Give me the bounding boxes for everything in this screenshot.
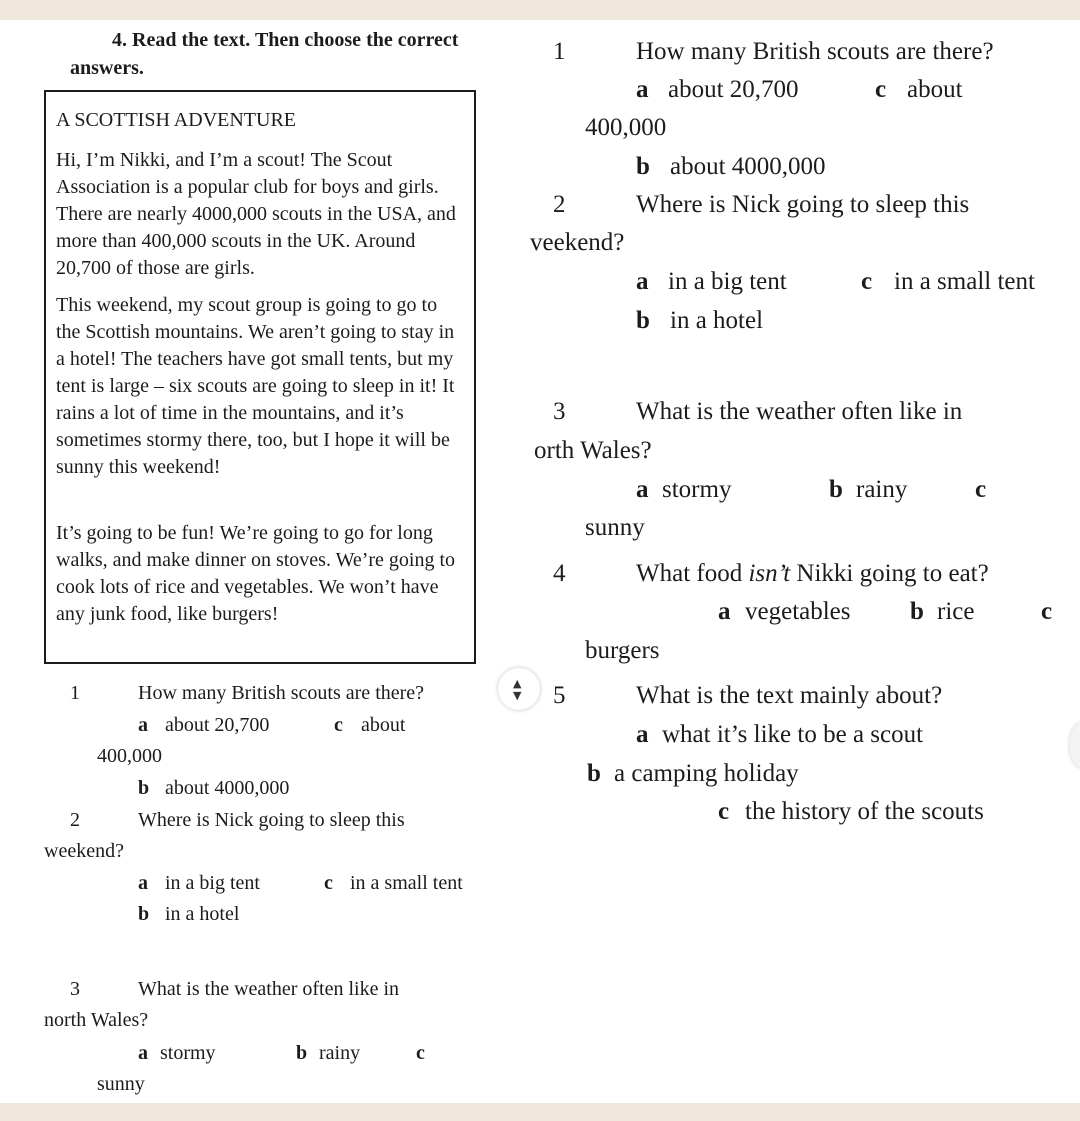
option-text-wrap: burgers — [585, 637, 660, 664]
option-letter: b — [829, 476, 843, 503]
option-letter: b — [587, 760, 601, 787]
question-text-emphasis: isn’t — [748, 560, 791, 587]
question-text-wrap: orth Wales? — [534, 437, 652, 464]
option-text-wrap: 400,000 — [585, 114, 667, 141]
question-text-start: What food — [636, 560, 749, 587]
question-number: 1 — [553, 38, 566, 65]
option-text: in a hotel — [165, 903, 240, 925]
up-arrow-icon: ▲ — [513, 677, 522, 690]
option-text: in a big tent — [668, 268, 787, 295]
passage-title: A SCOTTISH ADVENTURE — [56, 109, 297, 131]
option-letter: c — [1041, 598, 1053, 625]
question-text: Where is Nick going to sleep this — [636, 191, 970, 218]
reading-passage — [44, 90, 476, 664]
question-text: Where is Nick going to sleep this — [138, 809, 405, 831]
question-text-wrap: weekend? — [44, 840, 124, 862]
option-letter: b — [296, 1042, 308, 1064]
question-text-wrap: veekend? — [530, 229, 625, 256]
option-text: about 4000,000 — [670, 153, 826, 180]
option-text: in a hotel — [670, 307, 764, 334]
question-text-wrap: north Wales? — [44, 1009, 149, 1031]
option-text: the history of the scouts — [745, 798, 984, 825]
instruction-heading: 4. Read the text. Then choose the correct — [112, 29, 459, 51]
option-letter: a — [636, 476, 649, 503]
option-text: stormy — [662, 476, 732, 503]
option-letter: b — [138, 777, 150, 799]
option-letter: c — [334, 714, 343, 736]
split-view-handle[interactable] — [498, 668, 540, 710]
worksheet-page — [0, 20, 1080, 1103]
edge-panel-tab[interactable] — [1070, 720, 1080, 770]
option-letter: b — [910, 598, 924, 625]
option-text: about — [907, 76, 963, 103]
question-number: 5 — [553, 682, 566, 709]
question-text-end: Nikki going to eat? — [790, 560, 989, 587]
question-text: What is the weather often like in — [636, 398, 963, 425]
question-text: What is the text mainly about? — [636, 682, 943, 709]
option-letter: a — [636, 721, 649, 748]
option-letter: a — [636, 76, 649, 103]
option-text: in a small tent — [894, 268, 1035, 295]
question-number: 2 — [553, 191, 566, 218]
option-letter: a — [138, 872, 148, 894]
option-text: about 4000,000 — [165, 777, 290, 799]
option-letter: a — [138, 1042, 148, 1064]
question-text: What is the weather often like in — [138, 978, 400, 1000]
option-letter: a — [138, 714, 148, 736]
question-number: 1 — [70, 682, 80, 704]
option-text: vegetables — [745, 598, 851, 625]
question-number: 4 — [553, 560, 566, 587]
option-text-wrap: 400,000 — [97, 745, 162, 767]
option-text: about 20,700 — [668, 76, 799, 103]
option-text-wrap: sunny — [585, 514, 645, 541]
option-letter: a — [636, 268, 649, 295]
option-letter: c — [718, 798, 730, 825]
option-text: what it’s like to be a scout — [662, 721, 924, 748]
option-letter: b — [636, 307, 650, 334]
option-text: about 20,700 — [165, 714, 270, 736]
option-letter: c — [861, 268, 873, 295]
option-letter: c — [875, 76, 887, 103]
option-text: in a big tent — [165, 872, 260, 894]
passage-paragraph-1: Hi, I’m Nikki, and I’m a scout! The Scout Association is a popular club for boys and girls. There are nearly 4000,000 scouts in the USA, and more than 400,000 scouts in the UK. Around 20,700 of those are girls. — [56, 149, 456, 279]
option-text: rainy — [319, 1042, 361, 1064]
question-text: How many British scouts are there? — [138, 682, 425, 704]
question-number: 2 — [70, 809, 80, 831]
option-letter: c — [975, 476, 987, 503]
option-letter: a — [718, 598, 731, 625]
question-number: 3 — [553, 398, 566, 425]
passage-paragraph-3: It’s going to be fun! We’re going to go for long walks, and make dinner on stoves. We’re going to cook lots of rice and vegetables. We won’t have any junk food, like burgers! — [56, 522, 456, 625]
option-letter: b — [636, 153, 650, 180]
option-letter: c — [416, 1042, 425, 1064]
question-text: How many British scouts are there? — [636, 38, 994, 65]
question-number: 3 — [70, 978, 80, 1000]
option-text: a camping holiday — [614, 760, 799, 787]
option-letter: c — [324, 872, 333, 894]
option-text: about — [361, 714, 406, 736]
instruction-continuation: answers. — [70, 57, 144, 79]
option-text: stormy — [160, 1042, 216, 1064]
option-text-wrap: sunny — [97, 1073, 145, 1095]
option-text: rainy — [856, 476, 908, 503]
down-arrow-icon: ▼ — [513, 689, 522, 702]
option-text: in a small tent — [350, 872, 463, 894]
question-text — [636, 561, 989, 586]
passage-paragraph-2: This weekend, my scout group is going to go to the Scottish mountains. We aren’t going to stay in a hotel! The teachers have got small tents, but my tent is large – six scouts are going to sleep in it! It rains a lot of time in the mountains, and it’s sometimes stormy there, too, but I hope it will be sunny this weekend! — [56, 294, 455, 478]
option-text: rice — [937, 598, 975, 625]
option-letter: b — [138, 903, 150, 925]
